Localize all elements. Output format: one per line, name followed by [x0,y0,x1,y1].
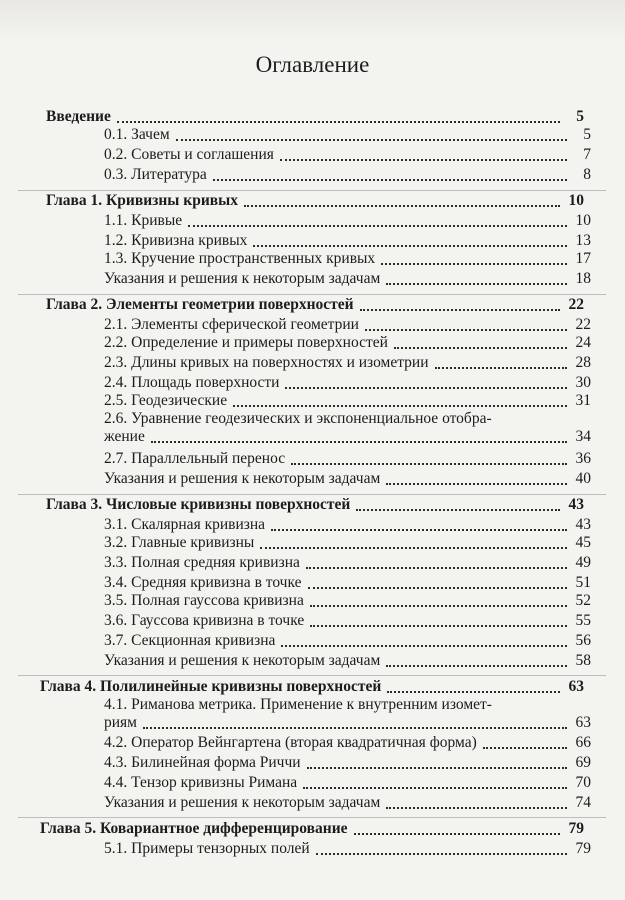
toc-section[interactable] [104,574,591,592]
toc-page-number: 17 [575,250,591,267]
toc-section[interactable] [104,428,591,446]
toc-page-number: 43 [568,496,584,513]
toc-section[interactable] [104,450,591,468]
dot-leader [387,691,560,693]
dot-leader [308,587,568,589]
toc-entry-title: 3.1. Скалярная кривизна [104,516,266,533]
toc-page-number: 56 [575,632,591,649]
dot-leader [285,387,567,389]
toc-chapter[interactable] [46,296,584,314]
toc-entry-continued: 2.6. Уравнение геодезических и экспоненциальное отобра- [104,410,492,427]
toc-section[interactable] [104,126,591,144]
toc-entry-title: Глава 2. Элементы геометрии поверхностей [46,296,354,313]
toc-page-number: 22 [568,296,584,313]
toc-page-number: 7 [583,146,591,163]
toc-page-number: 5 [583,126,591,143]
dot-leader [310,605,567,607]
toc-entry-title: 3.6. Гауссова кривизна в точке [104,612,305,629]
dot-leader [253,245,567,247]
dot-leader [176,139,567,141]
toc-section[interactable] [104,316,591,334]
dot-leader [356,509,560,511]
toc-entry-continued: 4.1. Риманова метрика. Применение к внутренним изомет- [104,696,492,713]
dot-leader [386,807,567,809]
toc-chapter[interactable] [40,678,584,696]
toc-page-number: 8 [583,166,591,183]
dot-leader [386,665,567,667]
chapter-divider [18,817,606,818]
dot-leader [213,179,567,181]
dot-leader [310,625,567,627]
dot-leader [306,567,567,569]
toc-section[interactable] [104,470,591,488]
dot-leader [386,483,567,485]
toc-chapter[interactable] [46,192,584,210]
toc-page-number: 52 [575,592,591,609]
toc-entry-title: Указания и решения к некоторым задачам [104,470,381,487]
toc-entry-title: 4.2. Оператор Вейнгартена (вторая квадратичная форма) [104,734,477,751]
toc-entry-title: 2.5. Геодезические [104,392,228,409]
toc-page-number: 10 [568,192,584,209]
toc-page-number: 51 [575,574,591,591]
toc-page-number: 34 [575,428,591,445]
toc-section[interactable] [104,334,591,352]
toc-page-number: 63 [568,678,584,695]
toc-page-number: 40 [575,470,591,487]
toc-section[interactable] [104,840,591,858]
chapter-divider [18,190,606,191]
toc-entry-title: Глава 5. Ковариантное дифференцирование [40,820,348,837]
toc-section[interactable] [104,270,591,288]
dot-leader [260,547,567,549]
dot-leader [394,347,567,349]
dot-leader [233,405,567,407]
toc-entry-title: жение [104,428,145,445]
chapter-divider [18,675,606,676]
dot-leader [316,853,567,855]
toc-chapter[interactable] [46,108,584,126]
dot-leader [360,309,560,311]
dot-leader [307,767,567,769]
toc-page-number: 66 [575,734,591,751]
toc-entry-title: 3.5. Полная гауссова кривизна [104,592,304,609]
toc-entry-title: Указания и решения к некоторым задачам [104,652,381,669]
toc-entry-title: 3.7. Секционная кривизна [104,632,276,649]
toc-entry-title: Глава 4. Полилинейные кривизны поверхностей [40,678,382,695]
toc-page-number: 31 [575,392,591,409]
toc-section[interactable] [104,592,591,610]
toc-section[interactable] [104,652,591,670]
toc-entry-title: 0.2. Советы и соглашения [104,146,274,163]
dot-leader [188,225,567,227]
toc-page-number: 55 [575,612,591,629]
toc-entry-title: 2.1. Элементы сферической геометрии [104,316,359,333]
toc-entry-title: 3.2. Главные кривизны [104,534,255,551]
toc-entry-title: Введение [46,108,111,125]
toc-section[interactable] [104,232,591,250]
chapter-divider [18,494,606,495]
toc-section[interactable] [104,354,591,372]
toc-section[interactable] [104,714,591,732]
toc-page-number: 10 [575,212,591,229]
toc-page-number: 28 [575,354,591,371]
toc-section[interactable] [104,612,591,630]
dot-leader [354,833,560,835]
toc-entry-title: 4.4. Тензор кривизны Римана [104,774,298,791]
toc-entry-title: Указания и решения к некоторым задачам [104,794,381,811]
dot-leader [117,121,560,123]
dot-leader [244,205,560,207]
dot-leader [151,441,567,443]
toc-entry-title: 5.1. Примеры тензорных полей [104,840,310,857]
toc-section[interactable] [104,392,591,410]
toc-page-number: 70 [575,774,591,791]
toc-page-number: 30 [575,374,591,391]
dot-leader [271,529,567,531]
dot-leader [291,463,567,465]
toc-section[interactable] [104,146,591,164]
toc-entry-title: 4.3. Билинейная форма Риччи [104,754,301,771]
toc-entry-title: риям [104,714,137,731]
dot-leader [435,367,567,369]
toc-page-number: 22 [575,316,591,333]
toc-page-number: 45 [575,534,591,551]
toc-page-number: 24 [575,334,591,351]
toc-entry-title: 0.1. Зачем [104,126,170,143]
toc-page-number: 18 [575,270,591,287]
toc-section[interactable] [104,794,591,812]
toc-entry-title: 2.7. Параллельный перенос [104,450,286,467]
toc-section[interactable] [104,212,591,230]
toc-entry-title: 2.3. Длины кривых на поверхностях и изометрии [104,354,429,371]
toc-entry-title: Глава 1. Кривизны кривых [46,192,238,209]
dot-leader [303,787,567,789]
dot-leader [386,283,567,285]
toc-page-number: 79 [575,840,591,857]
toc-entry-title: Указания и решения к некоторым задачам [104,270,381,287]
toc-page-number: 74 [575,794,591,811]
toc-entry-title: 0.3. Литература [104,166,207,183]
dot-leader [365,329,567,331]
toc-section[interactable] [104,554,591,572]
toc-page-number: 58 [575,652,591,669]
toc-page-number: 5 [576,108,584,125]
dot-leader [381,263,567,265]
toc-page-number: 63 [575,714,591,731]
dot-leader [483,747,567,749]
toc-section[interactable] [104,632,591,650]
dot-leader [280,159,567,161]
toc-page-number: 13 [575,232,591,249]
page-title: Оглавление [255,52,370,77]
page-top-shadow [0,0,625,42]
toc-section[interactable] [104,774,591,792]
toc-entry-title: 3.4. Средняя кривизна в точке [104,574,302,591]
toc-section[interactable] [104,734,591,752]
toc-section[interactable] [104,516,591,534]
toc-entry-title: 1.2. Кривизна кривых [104,232,248,249]
dot-leader [143,727,567,729]
toc-section[interactable] [104,166,591,184]
toc-section[interactable] [104,534,591,552]
toc-chapter[interactable] [46,496,584,514]
toc-entry-title: 3.3. Полная средняя кривизна [104,554,300,571]
toc-entry-title: 2.2. Определение и примеры поверхностей [104,334,388,351]
toc-section[interactable] [104,374,591,392]
toc-section[interactable] [104,754,591,772]
toc-page-number: 36 [575,450,591,467]
toc-page-number: 49 [575,554,591,571]
toc-page-number: 79 [568,820,584,837]
toc-entry-title: 1.3. Кручение пространственных кривых [104,250,376,267]
chapter-divider [18,294,606,295]
dot-leader [281,645,567,647]
toc-entry-title: Глава 3. Числовые кривизны поверхностей [46,496,351,513]
toc-entry-title: 1.1. Кривые [104,212,183,229]
toc-section[interactable] [104,250,591,268]
toc-chapter[interactable] [40,820,584,838]
toc-page-number: 69 [575,754,591,771]
toc-page-number: 43 [575,516,591,533]
toc-entry-title: 2.4. Площадь поверхности [104,374,280,391]
